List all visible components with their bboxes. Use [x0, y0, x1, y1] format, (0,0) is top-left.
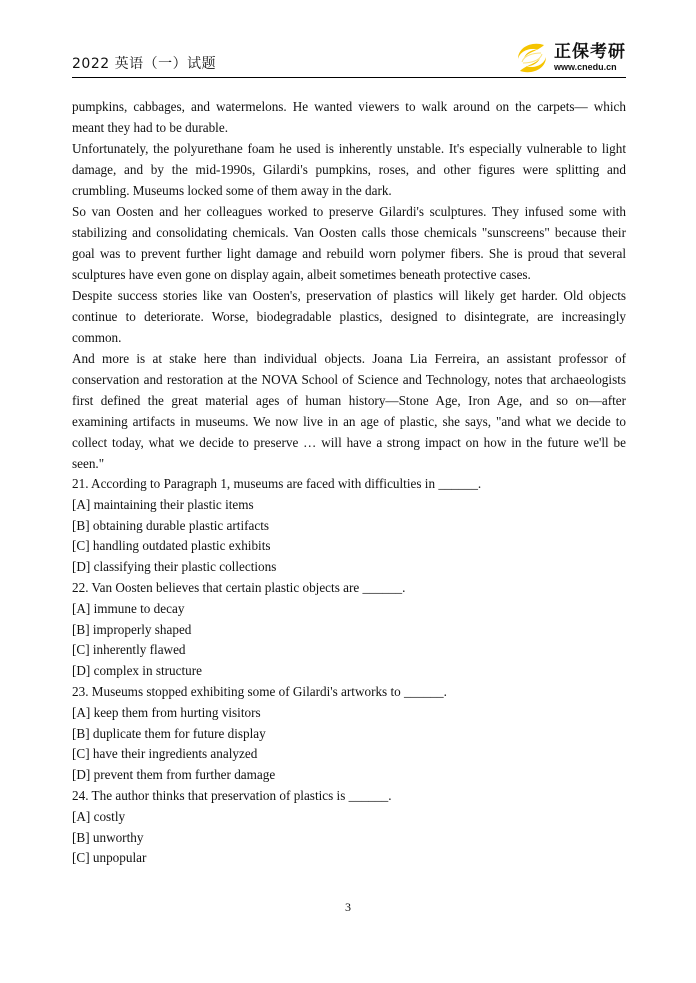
page-header — [72, 40, 626, 78]
question-stem: 23. Museums stopped exhibiting some of Gilardi's artworks to ______. — [72, 683, 447, 699]
question-stem: 24. The author thinks that preservation of plastics is ______. — [72, 787, 392, 803]
option-d: [D] complex in structure — [72, 663, 203, 679]
option-a: [A] keep them from hurting visitors — [72, 704, 261, 720]
option-b: [B] obtaining durable plastic artifacts — [72, 517, 270, 533]
option-d: [D] classifying their plastic collections — [72, 559, 277, 575]
option-c: [C] have their ingredients analyzed — [72, 746, 258, 762]
option-a: [A] costly — [72, 808, 126, 824]
passage-paragraph: So van Oosten and her colleagues worked to preserve Gilardi's sculptures. They infused some with stabilizing and consolidating chemicals. Van Oosten calls those chemicals "sunscreens" because their goal was to prevent further light damage and rebuild worn polymer fibers. She is proud that several sculptures have even gone on display again, albeit sometimes beneath protective cases. — [72, 204, 626, 282]
brand-logo — [514, 40, 626, 76]
option-c: [C] unpopular — [72, 850, 147, 866]
brand-url: www.cnedu.cn — [554, 62, 617, 72]
option-b: [B] unworthy — [72, 829, 144, 845]
passage-paragraph: Despite success stories like van Oosten's, preservation of plastics will likely get harder. Old objects continue to deteriorate. Worse, biodegradable plastics, designed to disintegrate, are increasingly common. — [72, 288, 626, 345]
question-22 — [72, 578, 626, 682]
option-b: [B] improperly shaped — [72, 621, 192, 637]
page-content — [72, 96, 626, 869]
exam-title: 2022 英语（一）试题 — [72, 56, 217, 72]
option-a: [A] immune to decay — [72, 600, 185, 616]
swirl-logo-icon — [514, 41, 550, 75]
question-23 — [72, 682, 626, 786]
question-stem: 22. Van Oosten believes that certain plastic objects are ______. — [72, 579, 406, 595]
question-24 — [72, 786, 626, 869]
page-number: 3 — [345, 900, 351, 914]
option-a: [A] maintaining their plastic items — [72, 496, 254, 512]
option-c: [C] handling outdated plastic exhibits — [72, 538, 271, 554]
question-stem: 21. According to Paragraph 1, museums are faced with difficulties in ______. — [72, 476, 482, 491]
option-d: [D] prevent them from further damage — [72, 767, 276, 783]
passage-paragraph: Unfortunately, the polyurethane foam he used is inherently unstable. It's especially vulnerable to light damage, and by the mid-1990s, Gilardi's pumpkins, roses, and other figures were splitting and crumbling. Museums locked some of them away in the dark. — [72, 141, 626, 198]
brand-name: 正保考研 — [554, 42, 626, 62]
passage-paragraph: pumpkins, cabbages, and watermelons. He wanted viewers to walk around on the carpets— which meant they had to be durable. — [72, 99, 626, 135]
passage-paragraph: And more is at stake here than individual objects. Joana Lia Ferreira, an assistant professor of conservation and restoration at the NOVA School of Science and Technology, notes that archaeologists first defined the great material ages of human history—Stone Age, Iron Age, and so on—after examining artifacts in museums. We now live in an age of plastic, she says, "and what we decide to collect today, what we decide to preserve … will have a strong impact on how in the future we'll be seen." — [72, 351, 626, 471]
question-21 — [72, 474, 626, 578]
option-b: [B] duplicate them for future display — [72, 725, 266, 741]
option-c: [C] inherently flawed — [72, 642, 186, 658]
